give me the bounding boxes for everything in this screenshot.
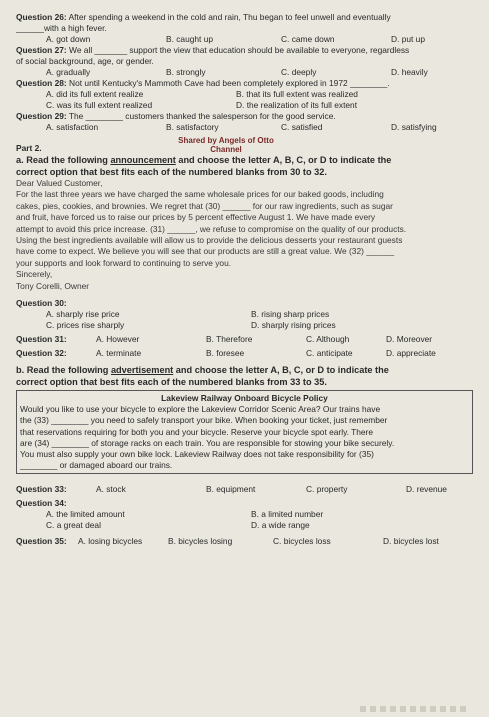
ad-line: that reservations requiring for both you and your bicycle. Reserve your bicycle spot early. There bbox=[20, 426, 374, 437]
q32-row bbox=[16, 348, 479, 359]
instruction-b-lead: b. Read the following bbox=[16, 365, 111, 376]
q31-option-b[interactable]: B. Therefore bbox=[206, 334, 253, 345]
q26-option-c[interactable]: C. came down bbox=[281, 34, 335, 44]
ad-line: are (34) ________ of storage racks on each train. You are responsible for stowing your bike securely. bbox=[20, 437, 395, 448]
instruction-b bbox=[16, 364, 479, 376]
q26-stem bbox=[16, 12, 479, 23]
q31-number: Question 31: bbox=[16, 334, 67, 345]
instruction-b-rest: and choose the letter A, B, C, or D to indicate the bbox=[173, 365, 389, 376]
letter-line: and fruit, have forced us to raise our prices by 5 percent effective August 1. We have made every bbox=[16, 212, 376, 223]
q29-number: Question 29: bbox=[16, 111, 67, 121]
ad-line: Would you like to use your bicycle to explore the Lakeview Corridor Scenic Area? Our trains have bbox=[20, 404, 381, 415]
advertisement-box bbox=[16, 390, 473, 474]
q28-option-d[interactable]: D. the realization of its full extent bbox=[236, 100, 358, 110]
q29-option-c[interactable]: C. satisfied bbox=[281, 122, 323, 132]
q32-option-a[interactable]: A. terminate bbox=[96, 348, 142, 359]
q27-number: Question 27: bbox=[16, 45, 67, 55]
q35-option-d[interactable]: D. bicycles lost bbox=[383, 536, 439, 547]
instruction-b-line2: correct option that best fits each of the numbered blanks from 33 to 35. bbox=[16, 377, 327, 388]
q28-number: Question 28: bbox=[16, 78, 67, 88]
q28-option-c[interactable]: C. was its full extent realized bbox=[46, 100, 153, 110]
q34-option-d[interactable]: D. a wide range bbox=[251, 520, 310, 531]
q28-option-a[interactable]: A. did its full extent realize bbox=[46, 89, 144, 99]
q26-stem-cont: ______with a high fever. bbox=[16, 23, 107, 33]
q27-stem bbox=[16, 45, 479, 56]
q33-row bbox=[16, 484, 479, 495]
q33-number: Question 33: bbox=[16, 484, 67, 495]
ad-line: the (33) ________ you need to safely transport your bike. When booking your ticket, just remember bbox=[20, 415, 388, 426]
q28-text: Not until Kentucky's Mammoth Cave had been completely explored in 1972 ________. bbox=[66, 78, 390, 88]
q26-number: Question 26: bbox=[16, 12, 67, 22]
q28-option-b[interactable]: B. that its full extent was realized bbox=[236, 89, 358, 99]
q29-option-a[interactable]: A. satisfaction bbox=[46, 122, 99, 132]
q28-stem bbox=[16, 78, 479, 89]
page-footer-mark bbox=[360, 706, 470, 712]
q26-options bbox=[16, 34, 479, 45]
instruction-a-keyword: announcement bbox=[110, 155, 176, 165]
letter-line: Using the best ingredients available will allow us to provide the delicious desserts your restaurant guests bbox=[16, 235, 403, 246]
q31-row bbox=[16, 334, 479, 345]
q31-option-a[interactable]: A. However bbox=[96, 334, 140, 345]
letter-line: Tony Corelli, Owner bbox=[16, 280, 90, 291]
q32-option-c[interactable]: C. anticipate bbox=[306, 348, 353, 359]
watermark-line2: Channel bbox=[210, 145, 242, 154]
ad-line: You must also supply your own bike lock. Lakeview Railway does not take responsibility for (35) bbox=[20, 449, 374, 460]
q33-option-a[interactable]: A. stock bbox=[96, 484, 126, 495]
q34-options-row1 bbox=[16, 509, 479, 520]
advertisement-title: Lakeview Railway Onboard Bicycle Policy bbox=[161, 393, 328, 404]
letter-line: Sincerely, bbox=[16, 269, 53, 280]
q27-option-b[interactable]: B. strongly bbox=[166, 67, 206, 77]
q33-option-c[interactable]: C. property bbox=[306, 484, 348, 495]
instruction-a-line2: correct option that best fits each of the numbered blanks from 30 to 32. bbox=[16, 167, 327, 177]
letter-line: Dear Valued Customer, bbox=[16, 178, 103, 188]
q28-options-row1 bbox=[16, 89, 479, 100]
announcement-letter bbox=[16, 178, 479, 292]
q30-option-b[interactable]: B. rising sharp prices bbox=[251, 309, 330, 320]
q35-row bbox=[16, 536, 479, 547]
q29-option-d[interactable]: D. satisfying bbox=[391, 122, 437, 132]
instruction-b-keyword: advertisement bbox=[110, 365, 174, 376]
letter-line: cakes, pies, cookies, and brownies. We regret that (30) ______ for our raw ingredients, such as sugar bbox=[16, 200, 393, 211]
q30-option-c[interactable]: C. prices rise sharply bbox=[46, 320, 125, 331]
q28-options-row2 bbox=[16, 100, 479, 111]
q27-text: We all _______ support the view that education should be available to everyone, regardless bbox=[66, 45, 410, 55]
q33-option-d[interactable]: D. revenue bbox=[406, 484, 447, 495]
part2-header bbox=[16, 136, 479, 154]
q34-options-row2 bbox=[16, 520, 479, 531]
q27-stem-cont: of social background, age, or gender. bbox=[16, 56, 154, 66]
q27-option-c[interactable]: C. deeply bbox=[281, 67, 317, 77]
q26-option-a[interactable]: A. got down bbox=[46, 34, 91, 44]
watermark-line1: Shared by Angels of Otto bbox=[178, 136, 274, 145]
q31-option-c[interactable]: C. Although bbox=[306, 334, 350, 345]
letter-line: For the last three years we have charged the same wholesale prices for our baked goods, including bbox=[16, 189, 384, 200]
q27-options bbox=[16, 67, 479, 78]
q30-option-d[interactable]: D. sharply rising prices bbox=[251, 320, 336, 331]
q33-option-b[interactable]: B. equipment bbox=[206, 484, 256, 495]
ad-line: ________ or damaged aboard our trains. bbox=[20, 460, 173, 471]
q26-text: After spending a weekend in the cold and rain, Thu began to feel unwell and eventually bbox=[66, 12, 391, 22]
q34-option-a[interactable]: A. the limited amount bbox=[46, 509, 125, 520]
q30-number: Question 30: bbox=[16, 298, 67, 309]
q29-options bbox=[16, 122, 479, 133]
q29-option-b[interactable]: B. satisfactory bbox=[166, 122, 219, 132]
instruction-a bbox=[16, 154, 479, 166]
part2-label: Part 2. bbox=[16, 143, 42, 153]
q30-option-a[interactable]: A. sharply rise price bbox=[46, 309, 120, 320]
letter-line: have come to expect. We believe you will see that our products are still a great value. We (32) ______ bbox=[16, 246, 395, 257]
q29-stem bbox=[16, 111, 479, 122]
q32-option-b[interactable]: B. foresee bbox=[206, 348, 245, 359]
q30-options-row1 bbox=[16, 309, 479, 320]
q34-option-c[interactable]: C. a great deal bbox=[46, 520, 101, 531]
q34-option-b[interactable]: B. a limited number bbox=[251, 509, 324, 520]
q30-options-row2 bbox=[16, 320, 479, 331]
letter-line: your supports and look forward to continuing to serve you. bbox=[16, 257, 232, 268]
instruction-a-lead: a. Read the following bbox=[16, 155, 111, 165]
q32-option-d[interactable]: D. appreciate bbox=[386, 348, 436, 359]
instruction-a-rest: and choose the letter A, B, C, or D to indicate the bbox=[175, 155, 392, 165]
q35-option-b[interactable]: B. bicycles losing bbox=[168, 536, 233, 547]
q32-number: Question 32: bbox=[16, 348, 67, 359]
q27-option-a[interactable]: A. gradually bbox=[46, 67, 91, 77]
q31-option-d[interactable]: D. Moreover bbox=[386, 334, 433, 345]
q26-option-d[interactable]: D. put up bbox=[391, 34, 425, 44]
q26-option-b[interactable]: B. caught up bbox=[166, 34, 214, 44]
q35-option-a[interactable]: A. losing bicycles bbox=[78, 536, 143, 547]
q29-text: The ________ customers thanked the salesperson for the good service. bbox=[66, 111, 336, 121]
q27-option-d[interactable]: D. heavily bbox=[391, 67, 428, 77]
watermark bbox=[156, 136, 296, 154]
q35-number: Question 35: bbox=[16, 536, 67, 547]
q35-option-c[interactable]: C. bicycles loss bbox=[273, 536, 331, 547]
letter-line: attempt to avoid this price increase. (31) ______, we refuse to compromise on the quality of our products. bbox=[16, 223, 407, 234]
q34-number: Question 34: bbox=[16, 498, 67, 509]
